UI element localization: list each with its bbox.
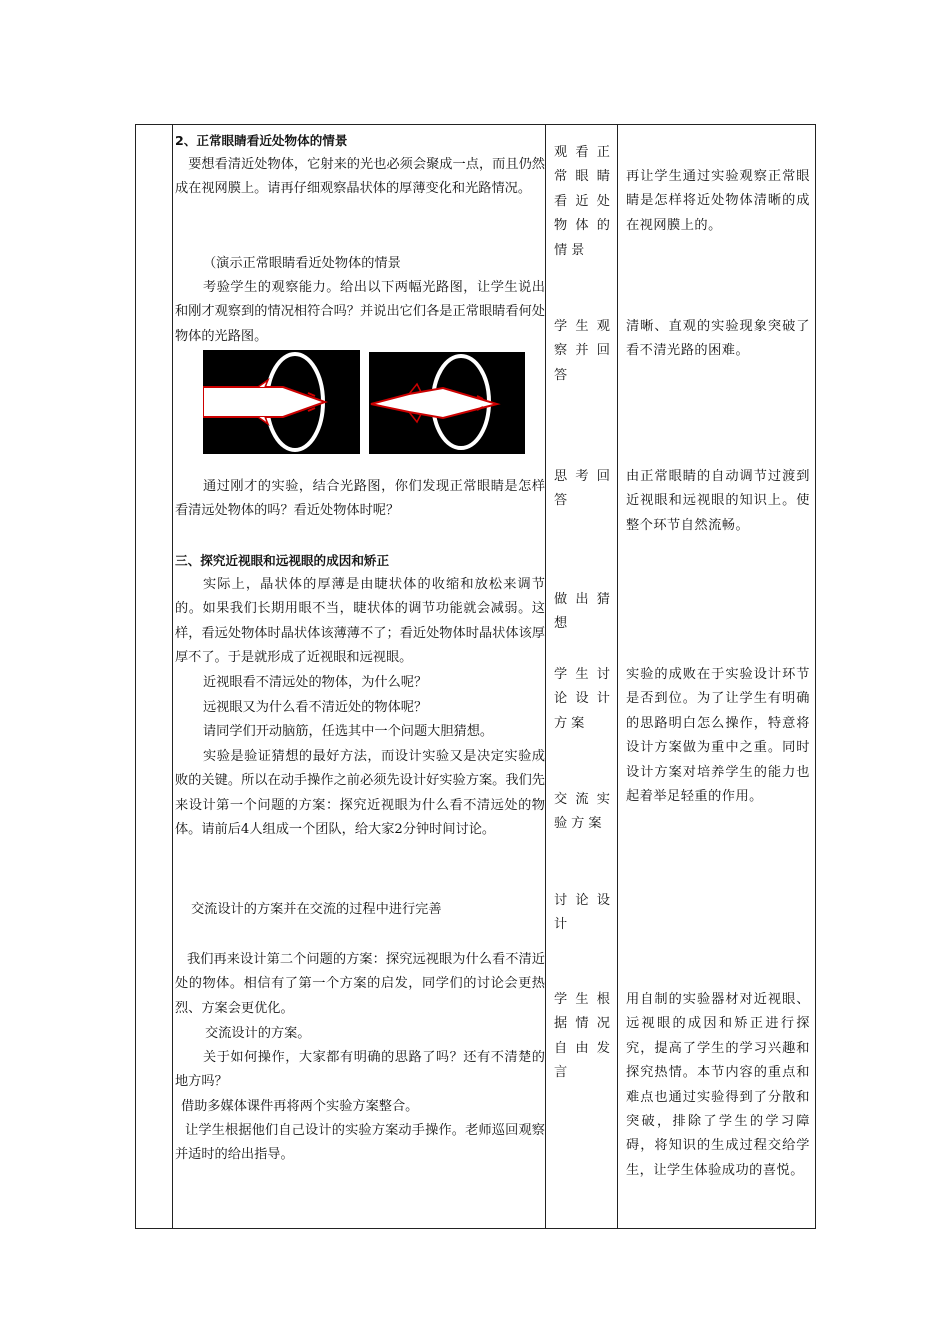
student-activity: 学生观察并回答 xyxy=(554,319,614,383)
paragraph: 要想看清近处物体，它射来的光也必须会聚成一点，而且仍然成在视网膜上。请再仔细观察晶状体的厚薄变化和光路情况。 xyxy=(175,157,545,197)
section-heading-myopia: 三、探究近视眼和远视眼的成因和矫正 xyxy=(175,553,390,568)
column-divider xyxy=(545,125,546,1228)
design-intent: 用自制的实验器材对近视眼、远视眼的成因和矫正进行探究，提高了学生的学习兴趣和探究热情。本节内容的重点和难点也通过实验得到了分散和突破，排除了学生的学习障碍，将知识的生成过程交给学生，让学生体验成功的喜悦。 xyxy=(626,992,810,1178)
student-activity: 思考回答 xyxy=(554,469,614,509)
student-activity: 做出猜想 xyxy=(554,592,614,632)
design-intent: 清晰、直观的实验现象突破了看不清光路的困难。 xyxy=(626,319,810,359)
paragraph: 借助多媒体课件再将两个实验方案整合。 xyxy=(181,1099,419,1114)
question: 请同学们开动脑筋，任选其中一个问题大胆猜想。 xyxy=(203,724,494,739)
paragraph: 实验是验证猜想的最好方法，而设计实验又是决定实验成败的关键。所以在动手操作之前必须先设计好实验方案。我们先来设计第一个问题的方案：探究近视眼为什么看不清远处的物体。请前后4人组成一个团队，给大家2分钟时间讨论。 xyxy=(175,749,545,838)
lesson-table xyxy=(135,124,816,1229)
student-activity: 交流实验方案 xyxy=(554,792,614,832)
question: 远视眼又为什么看不清近处的物体呢？ xyxy=(203,700,428,715)
near-object-light-path-diagram xyxy=(369,352,525,454)
design-intent: 由正常眼睛的自动调节过渡到近视眼和远视眼的知识上。使整个环节自然流畅。 xyxy=(626,469,810,533)
paragraph: 让学生根据他们自己设计的实验方案动手操作。老师巡回观察并适时的给出指导。 xyxy=(175,1123,545,1163)
student-activity: 学生讨论设计方案 xyxy=(554,667,614,731)
section-heading-near-objects: 2、正常眼睛看近处物体的情景 xyxy=(175,133,348,148)
paragraph: 考验学生的观察能力。给出以下两幅光路图，让学生说出和刚才观察到的情况相符合吗？并说出它们各是正常眼睛看何处物体的光路图。 xyxy=(175,280,545,344)
column-divider xyxy=(172,125,173,1228)
student-activity: 观看正常眼睛看近处物体的情景 xyxy=(554,145,614,258)
paragraph: 交流设计的方案。 xyxy=(205,1026,311,1041)
student-activity: 讨论设计 xyxy=(554,893,614,933)
paragraph: 通过刚才的实验，结合光路图，你们发现正常眼睛是怎样看清远处物体的吗？看近处物体时呢？ xyxy=(175,479,545,519)
student-activity: 学生根据情况自由发言 xyxy=(554,992,614,1081)
far-object-light-path-diagram xyxy=(203,350,360,454)
demo-note: （演示正常眼睛看近处物体的情景 xyxy=(203,256,401,271)
design-intent: 再让学生通过实验观察正常眼睛是怎样将近处物体清晰的成在视网膜上的。 xyxy=(626,169,810,233)
design-intent: 实验的成败在于实验设计环节是否到位。为了让学生有明确的思路明白怎么操作，特意将设计方案做为重中之重。同时设计方案对培养学生的能力也起着举足轻重的作用。 xyxy=(626,667,810,805)
question: 近视眼看不清远处的物体，为什么呢？ xyxy=(203,675,428,690)
column-divider xyxy=(617,125,618,1228)
paragraph: 交流设计的方案并在交流的过程中进行完善 xyxy=(191,902,442,917)
paragraph: 实际上，晶状体的厚薄是由睫状体的收缩和放松来调节的。如果我们长期用眼不当，睫状体的调节功能就会减弱。这样，看远处物体时晶状体该薄薄不了；看近处物体时晶状体该厚厚不了。于是就形成了近视眼和远视眼。 xyxy=(175,577,545,666)
paragraph: 关于如何操作，大家都有明确的思路了吗？还有不清楚的地方吗？ xyxy=(175,1050,545,1090)
paragraph: 我们再来设计第二个问题的方案：探究远视眼为什么看不清近处的物体。相信有了第一个方案的启发，同学们的讨论会更热烈、方案会更优化。 xyxy=(175,952,545,1016)
